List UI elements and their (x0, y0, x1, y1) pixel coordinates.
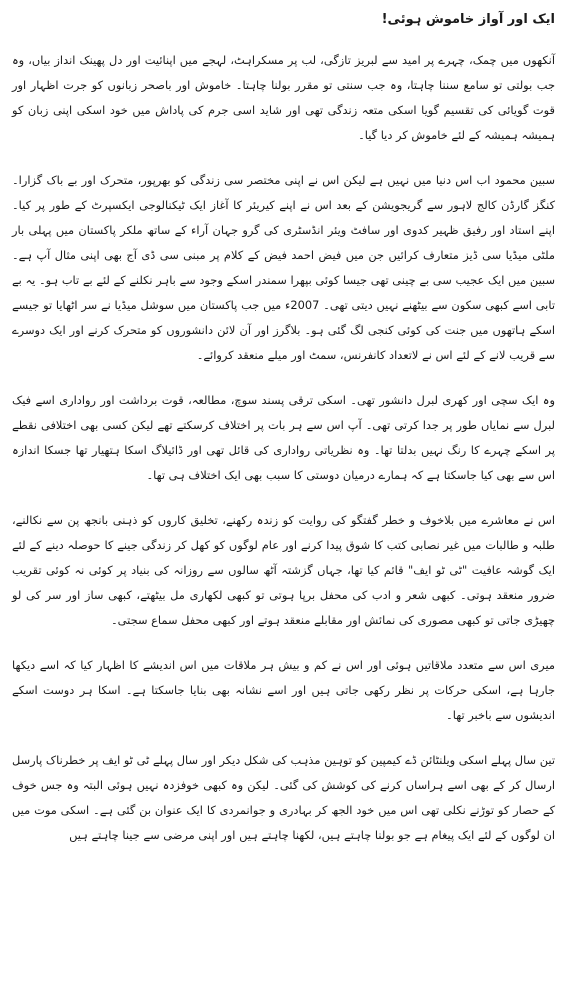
article-paragraph: تین سال پہلے اسکی ویلنٹائن ڈے کیمپین کو توہین مذہب کی شکل دیکر اور سال پہلے ٹی ٹو ایف پر خطرناک پارسل ارسال کر کے بھی اسے ہراساں کرنے کی کوشش کی گئی۔ لیکن وہ کبھی خوفزدہ نہیں ہوئی البتہ وہ جس خوف کے حصار کو توڑنے نکلی تھی اس میں خود الجھ کر بہادری و جوانمردی کا ایک عنوان بن گئی ہے۔ اسکی موت میں ان لوگوں کے لئے ایک پیغام ہے جو بولنا چاہتے ہیں، لکھنا چاہتے ہیں اور اپنی مرضی سے جینا چاہتے ہیں (12, 753, 555, 842)
article-paragraph: آنکھوں میں چمک، چہرے پر امید سے لبریز تازگی، لب پر مسکراہٹ، لہجے میں اپنائیت اور دل پھینک انداز بیاں، وہ جب بولتی تو سامع سننا چاہتا، وہ جب سنتی تو مقرر بولنا چاہتا۔ خاموش اور باصحر زبانوں کو جرت اظہار اور قوت گویائی کی تقسیم گویا اسکی متعہ زندگی تھی اور شاید اسی جرم کی پاداش میں خود اسکی اپنی زبان کو ہمیشہ ہمیشہ کے لئے خاموش کر دیا گیا۔ (12, 53, 555, 142)
article-paragraph: اس نے معاشرے میں بلاخوف و خطر گفتگو کی روایت کو زندہ رکھنے، تخلیق کاروں کو ذہنی بانجھ پن سے نکالنے، طلبہ و طالبات میں غیر نصابی کتب کا شوق پیدا کرنے اور عام لوگوں کو کھل کر زندگی جینے کا حوصلہ دینے کے لئے ایک گوشہ عافیت "ٹی ٹو ایف" قائم کیا تھا، جہاں گزشتہ آٹھ سالوں سے روزانہ کی بنیاد پر کوئی نہ کوئی تقریب ضرور منعقد ہوتی۔ کبھی شعر و ادب کی محفل برپا ہوتی تو کبھی لکھاری مل بیٹھتے، کبھی ساز اور سر کی لو چھیڑی جاتی تو کبھی مصوری کی نمائش اور مقابلے منعقد ہوتے اور کبھی محفل سماع سجتی۔ (12, 513, 555, 627)
article-paragraph: وہ ایک سچی اور کھری لبرل دانشور تھی۔ اسکی ترقی پسند سوچ، مطالعہ، قوت برداشت اور رواداری اسے فیک لبرل سے نمایاں طور پر جدا کرتی تھی۔ آپ اس سے ہر بات پر اختلاف کرسکتے تھے لیکن کسی بھی اختلافی نقطے پر اسکے چہرے کا رنگ نہیں بدلتا تھا۔ وہ نظریاتی رواداری کی قائل تھی اور ڈائیلاگ اسکا ہتھیار تھا جسکا اندازہ اس سے بھی کیا جاسکتا ہے کہ ہمارے درمیان دوستی کا سبب بھی ایک اختلاف ہی تھا۔ (12, 393, 555, 482)
article-paragraph: میری اس سے متعدد ملاقاتیں ہوئی اور اس نے کم و بیش ہر ملاقات میں اس اندیشے کا اظہار کیا کہ اسے دیکھا جارہا ہے، اسکی حرکات پر نظر رکھی جاتی ہیں اور اسے نشانہ بھی بنایا جاسکتا ہے۔ اسکا ہر دوست اسکے اندیشوں سے باخبر تھا۔ (12, 658, 555, 722)
article-title: ایک اور آواز خاموش ہوئی! (381, 12, 555, 27)
article-paragraph: سبین محمود اب اس دنیا میں نہیں ہے لیکن اس نے اپنی مختصر سی زندگی کو بھرپور، متحرک اور بے باک گزارا۔ کنگز گارڈن کالج لاہور سے گریجویشن کے بعد اس نے اپنے کیریئر کا آغاز ایک ٹیکنالوجی ایکسپرٹ کے طور پر کیا۔ اپنے استاد اور رفیق ظہیر کدوی اور سافٹ ویئر انڈسٹری کی گرو جہان آراء کے ساتھ ملکر پاکستان میں پہلی بار ملٹی میڈیا سی ڈیز متعارف کرائیں جن میں فیض احمد فیض کے کلام پر مبنی سی ڈی آج بھی اپنی مثال آپ ہے۔ سبین میں ایک عجیب سی بے چینی تھی جیسا کوئی بپھرا سمندر اسکے وجود سے باہر نکلنے کے لئے بے تاب ہو۔ یہ بے تابی اسے کبھی سکون سے بیٹھنے نہیں دیتی تھی۔ 2007ء میں جب پاکستان میں سوشل میڈیا نے سر اٹھایا تو جیسے اسکے ہاتھوں میں جنت کی کوئی کنجی لگ گئی ہو۔ بلاگرز اور آن لائن دانشوروں کو متحرک کرنے اور ایک دوسرے سے قریب لانے کے لئے اس نے لاتعداد کانفرنس، سمٹ اور میلے منعقد کروائے۔ (12, 173, 555, 362)
